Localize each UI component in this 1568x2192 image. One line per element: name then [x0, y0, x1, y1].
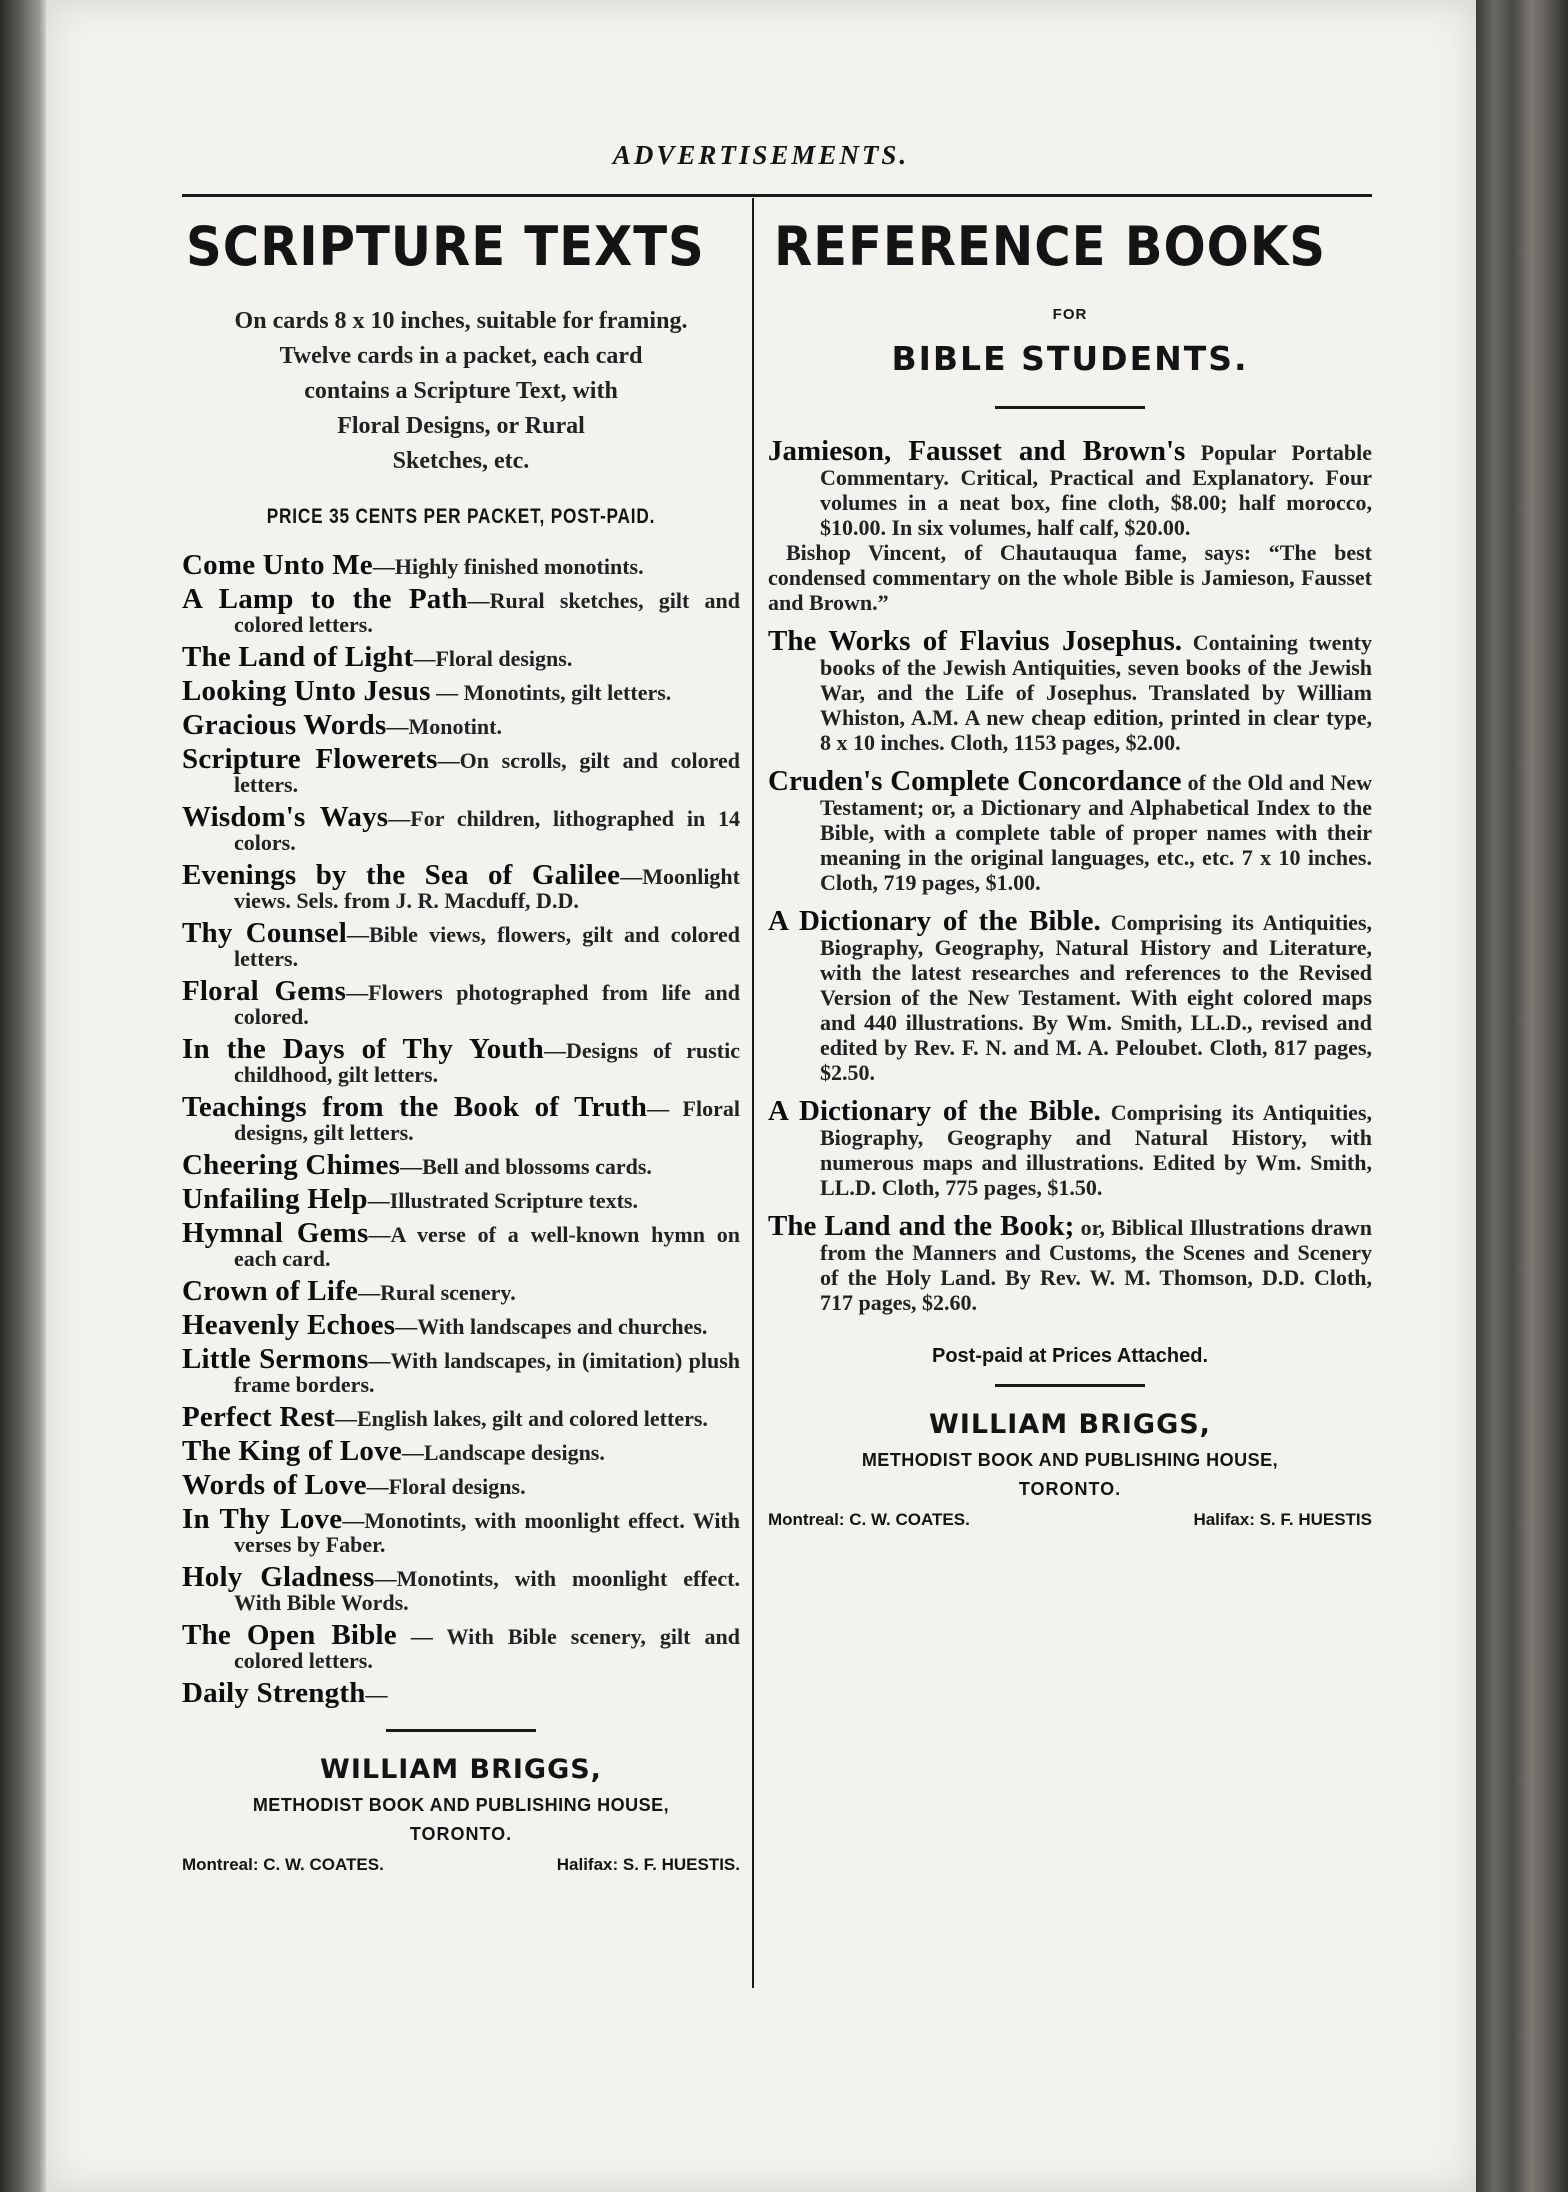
agent-montreal: Montreal: C. W. COATES.: [182, 1855, 384, 1874]
entry-description: — Monotints, gilt letters.: [430, 680, 672, 705]
entry-description: — Floral designs, gilt letters.: [234, 1096, 740, 1145]
book-binding-right: [1476, 0, 1568, 2192]
entry-description: —Bell and blossoms cards.: [400, 1154, 652, 1179]
scripture-text-entry: [182, 917, 740, 971]
agent-halifax: Halifax: S. F. HUESTIS.: [556, 1855, 740, 1874]
scripture-text-entry: [182, 1091, 740, 1145]
book-description: of the Old and New Testament; or, a Dictionary and Alphabetical Index to the Bible, with a complete table of proper names with their meaning in the original languages, etc., etc. 7 x 10 inches. Cloth, 719 pages, $1.00.: [820, 770, 1373, 895]
entry-description: —Bible views, flowers, gilt and colored letters.: [234, 922, 740, 971]
scripture-text-entry: [182, 549, 740, 581]
intro-line: Twelve cards in a packet, each card: [279, 343, 643, 369]
entry-title: In the Days of Thy Youth: [182, 1033, 544, 1065]
publisher-name: WILLIAM BRIGGS,: [320, 1754, 602, 1785]
publisher-agents: [768, 1510, 1372, 1530]
scripture-text-entry: [182, 1217, 740, 1271]
entry-title: Scripture Flowerets: [182, 743, 438, 775]
entry-description: —With landscapes, in (imitation) plush frame borders.: [234, 1348, 740, 1397]
scripture-text-entry: [182, 709, 740, 741]
scripture-text-entry: [182, 1183, 740, 1215]
entry-title: The Land of Light: [182, 641, 414, 673]
entry-title: Daily Strength: [182, 1677, 366, 1709]
book-title: The Land and the Book;: [768, 1210, 1075, 1242]
entry-title: Crown of Life: [182, 1275, 359, 1307]
publisher-name: WILLIAM BRIGGS,: [929, 1409, 1211, 1440]
reference-book-entry: [768, 1095, 1373, 1200]
entry-title: In Thy Love: [182, 1503, 343, 1535]
publisher-city: TORONTO.: [1018, 1479, 1122, 1499]
scripture-text-entry: [182, 1435, 740, 1467]
entry-title: Evenings by the Sea of Galilee: [182, 859, 621, 891]
entry-title: Looking Unto Jesus: [182, 675, 431, 707]
reference-book-entry: [768, 765, 1373, 895]
entry-description: —On scrolls, gilt and colored letters.: [234, 748, 740, 797]
entry-description: —For children, lithographed in 14 colors.: [234, 806, 740, 855]
scripture-texts-heading: SCRIPTURE TEXTS: [186, 215, 705, 278]
entry-description: —Rural scenery.: [358, 1280, 516, 1305]
column-rule: [752, 198, 754, 1988]
reference-books-column: [768, 215, 1372, 1530]
reference-books-heading: REFERENCE BOOKS: [774, 215, 1326, 278]
entry-title: Gracious Words: [182, 709, 387, 741]
agent-montreal: Montreal: C. W. COATES.: [768, 1510, 970, 1529]
entry-description: —Monotints, with moonlight effect. With verses by Faber.: [234, 1508, 740, 1557]
scripture-text-entry: [182, 1275, 740, 1307]
entry-title: Wisdom's Ways: [182, 801, 389, 833]
entry-description: —Flowers photographed from life and colored.: [234, 980, 740, 1029]
entry-title: Teachings from the Book of Truth: [182, 1091, 648, 1123]
entry-description: —: [365, 1682, 388, 1707]
entry-title: Heavenly Echoes: [182, 1309, 396, 1341]
publisher-agents: [182, 1855, 740, 1875]
publisher-block-right: [768, 1409, 1372, 1530]
scripture-text-entry: [182, 859, 740, 913]
publisher-house: METHODIST BOOK AND PUBLISHING HOUSE,: [861, 1450, 1279, 1470]
entry-description: — With Bible scenery, gilt and colored letters.: [234, 1624, 740, 1673]
agent-halifax: Halifax: S. F. HUESTIS: [1193, 1510, 1372, 1529]
book-title: A Dictionary of the Bible.: [768, 1095, 1101, 1127]
entry-description: —With landscapes and churches.: [395, 1314, 708, 1339]
book-description: or, Biblical Illustrations drawn from the Manners and Customs, the Scenes and Scenery of the Holy Land. By Rev. W. M. Thomson, D.D. Cloth, 717 pages, $2.60.: [820, 1215, 1372, 1315]
book-title: The Works of Flavius Josephus.: [768, 625, 1183, 657]
book-title: Cruden's Complete Concordance: [768, 765, 1182, 797]
scripture-text-entry: [182, 1309, 740, 1341]
entry-description: —Landscape designs.: [401, 1440, 605, 1465]
book-description: Comprising its Antiquities, Biography, Geography, Natural History and Literature, with the latest researches and references to the Revised Version of the New Testament. With eight colored maps and 440 illustrations. By Wm. Smith, LL.D., revised and edited by Rev. F. N. and M. A. Peloubet. Cloth, 817 pages, $2.50.: [820, 910, 1373, 1085]
separator-rule: [995, 406, 1145, 409]
reference-book-entry: [768, 435, 1373, 615]
scripture-text-entry: [182, 801, 740, 855]
book-binding-left: [0, 0, 46, 2192]
entry-title: Cheering Chimes: [182, 1149, 401, 1181]
for-label: FOR: [1052, 306, 1088, 323]
scripture-text-entry: [182, 1343, 740, 1397]
book-description: Comprising its Antiquities, Biography, Geography and Natural History, with numerous maps and illustrations. Edited by Wm. Smith, LL.D. Cloth, 775 pages, $1.50.: [820, 1100, 1373, 1200]
entry-description: —Highly finished monotints.: [372, 554, 644, 579]
scripture-text-entry: [182, 975, 740, 1029]
scripture-text-list: [182, 549, 741, 1709]
separator-rule: [995, 1384, 1145, 1387]
advertisement-page: [46, 0, 1476, 2192]
entry-title: Little Sermons: [182, 1343, 369, 1375]
scripture-text-entry: [182, 1561, 741, 1615]
scripture-text-entry: [182, 1677, 740, 1709]
entry-description: —Floral designs.: [413, 646, 573, 671]
entry-title: The Open Bible: [182, 1619, 397, 1651]
entry-title: Thy Counsel: [182, 917, 348, 949]
entry-description: —Monotint.: [386, 714, 502, 739]
bible-students-heading: BIBLE STUDENTS.: [891, 339, 1249, 378]
reference-book-entry: [768, 625, 1373, 755]
entry-description: —Illustrated Scripture texts.: [367, 1188, 638, 1213]
entry-title: Unfailing Help: [182, 1183, 368, 1215]
entry-title: The King of Love: [182, 1435, 402, 1467]
scripture-text-entry: [182, 675, 740, 707]
intro-line: Floral Designs, or Rural: [337, 413, 585, 439]
reference-book-entry: [768, 1210, 1372, 1315]
scripture-text-entry: [182, 1619, 740, 1673]
entry-description: —Designs of rustic childhood, gilt letters.: [234, 1038, 740, 1087]
postpaid-note: Post-paid at Prices Attached.: [932, 1345, 1208, 1367]
entry-title: Perfect Rest: [182, 1401, 335, 1433]
entry-title: Hymnal Gems: [182, 1217, 369, 1249]
book-title: A Dictionary of the Bible.: [768, 905, 1101, 937]
scripture-text-entry: [182, 1503, 740, 1557]
scripture-texts-intro: [182, 304, 740, 479]
scripture-text-entry: [182, 1401, 740, 1433]
entry-description: —Monotints, with moonlight effect. With Bible Words.: [234, 1566, 741, 1615]
publisher-block-left: [182, 1754, 740, 1875]
price-line: PRICE 35 CENTS PER PACKET, POST-PAID.: [266, 505, 656, 528]
entry-description: —A verse of a well-known hymn on each card.: [234, 1222, 740, 1271]
entry-title: Come Unto Me: [182, 549, 373, 581]
book-endorsement-quote: Bishop Vincent, of Chautauqua fame, says: “The best condensed commentary on the whole Bible is Jamieson, Fausset and Brown.”: [768, 540, 1372, 615]
scripture-text-entry: [182, 743, 740, 797]
entry-description: —English lakes, gilt and colored letters.: [334, 1406, 708, 1431]
intro-line: Sketches, etc.: [392, 448, 530, 474]
publisher-house: METHODIST BOOK AND PUBLISHING HOUSE,: [252, 1795, 670, 1815]
entry-description: —Rural sketches, gilt and colored letters.: [234, 588, 740, 637]
running-head: ADVERTISEMENTS.: [612, 140, 910, 170]
scripture-texts-column: [182, 215, 740, 1875]
scripture-text-entry: [182, 1033, 740, 1087]
entry-title: Words of Love: [182, 1469, 367, 1501]
reference-book-entry: [768, 905, 1373, 1085]
scripture-text-entry: [182, 1149, 740, 1181]
scripture-text-entry: [182, 1469, 740, 1501]
scripture-text-entry: [182, 583, 740, 637]
intro-line: On cards 8 x 10 inches, suitable for framing.: [234, 308, 688, 334]
book-description: Popular Portable Commentary. Critical, Practical and Explanatory. Four volumes in a neat box, fine cloth, $8.00; half morocco, $10.00. In six volumes, half calf, $20.00.: [820, 440, 1373, 540]
book-title: Jamieson, Fausset and Brown's: [768, 435, 1186, 467]
separator-rule: [386, 1729, 536, 1732]
scripture-text-entry: [182, 641, 740, 673]
entry-description: —Moonlight views. Sels. from J. R. Macduff, D.D.: [234, 864, 740, 913]
publisher-city: TORONTO.: [409, 1824, 513, 1844]
entry-description: —Floral designs.: [366, 1474, 526, 1499]
intro-line: contains a Scripture Text, with: [304, 378, 618, 404]
top-rule: [182, 194, 1372, 197]
entry-title: Holy Gladness: [182, 1561, 375, 1593]
reference-book-list: [768, 435, 1373, 1315]
entry-title: A Lamp to the Path: [182, 583, 468, 615]
book-description: Containing twenty books of the Jewish Antiquities, seven books of the Jewish War, and the Life of Josephus. Translated by William Whiston, A.M. A new cheap edition, printed in clear type, 8 x 10 inches. Cloth, 1153 pages, $2.00.: [820, 630, 1373, 755]
entry-title: Floral Gems: [182, 975, 347, 1007]
